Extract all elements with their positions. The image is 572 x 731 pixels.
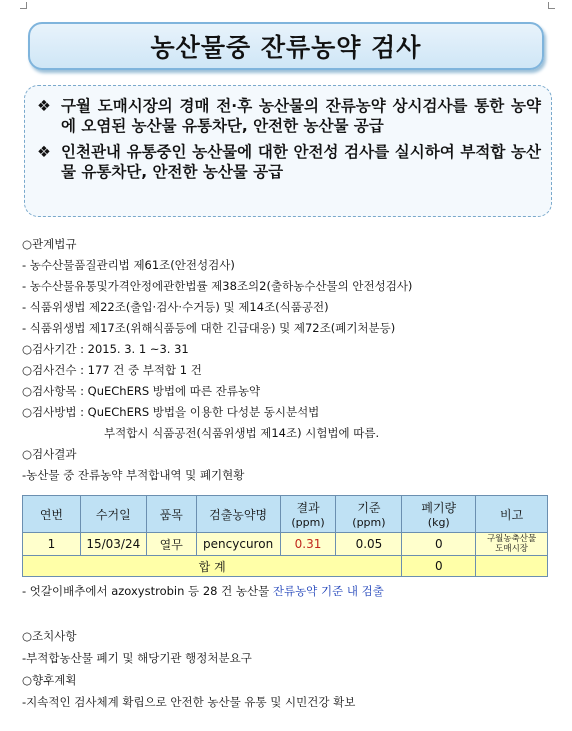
section-heading-plan: ○향후계획 bbox=[22, 673, 77, 687]
results-subheading: -농산물 중 잔류농약 부적합내역 및 폐기현황 bbox=[22, 468, 245, 482]
law-item: - 식품위생법 제17조(위해식품등에 대한 긴급대응) 및 제72조(폐기처분등) bbox=[22, 321, 396, 335]
col-header-pesticide: 검출농약명 bbox=[196, 496, 280, 533]
col-header-no: 연번 bbox=[23, 496, 81, 533]
table-header-row bbox=[23, 496, 548, 533]
summary-item bbox=[37, 96, 541, 136]
footnote-highlight: 잔류농약 기준 내 검출 bbox=[272, 584, 384, 598]
note-line: 구월농축산물 bbox=[486, 534, 537, 544]
section-heading-laws: ○관계법규 bbox=[22, 237, 77, 251]
table-total-row bbox=[23, 556, 548, 577]
diamond-bullet-icon: ❖ bbox=[37, 97, 51, 115]
cell-date: 15/03/24 bbox=[80, 533, 146, 556]
cell-disposal: 0 bbox=[402, 533, 476, 556]
body-text bbox=[22, 234, 562, 486]
col-header-date: 수거일 bbox=[80, 496, 146, 533]
law-item: - 식품위생법 제22조(출입·검사·수거등) 및 제14조(식품공전) bbox=[22, 300, 329, 314]
results-table bbox=[22, 495, 548, 577]
section-heading-results: ○검사결과 bbox=[22, 447, 77, 461]
page-title: 농산물중 잔류농약 검사 bbox=[150, 33, 422, 62]
crop-mark-left bbox=[20, 2, 27, 9]
summary-item bbox=[37, 142, 541, 182]
col-header-result: 결과 (ppm) bbox=[280, 496, 336, 533]
section-heading-actions: ○조치사항 bbox=[22, 629, 77, 643]
summary-text: 구월 도매시장의 경매 전·후 농산물의 잔류농약 상시검사를 통한 농약에 오염된 농산물 유통차단, 안전한 농산물 공급 bbox=[61, 97, 541, 135]
table-row bbox=[23, 533, 548, 556]
col-header-disposal: 폐기량 (kg) bbox=[402, 496, 476, 533]
cell-item: 열무 bbox=[146, 533, 196, 556]
inspection-method: ○검사방법 : QuEChERS 방법을 이용한 다성분 동시분석법 bbox=[22, 405, 320, 419]
inspection-items: ○검사항목 : QuEChERS 방법에 따른 잔류농약 bbox=[22, 384, 261, 398]
total-note bbox=[476, 556, 548, 577]
col-header-item: 품목 bbox=[146, 496, 196, 533]
cell-result: 0.31 bbox=[280, 533, 336, 556]
inspection-method-continued: 부적합시 식품공전(식품위생법 제14조) 시험법에 따름. bbox=[104, 426, 380, 440]
col-header-standard: 기준 (ppm) bbox=[336, 496, 402, 533]
cell-pesticide: pencycuron bbox=[196, 533, 280, 556]
actions-text: -부적합농산물 폐기 및 해당기관 행정처분요구 bbox=[22, 651, 252, 665]
cell-note bbox=[476, 533, 548, 556]
cell-no: 1 bbox=[23, 533, 81, 556]
footnote-text: - 엇갈이배추에서 azoxystrobin 등 28 건 농산물 bbox=[22, 584, 273, 598]
footnote bbox=[22, 583, 562, 599]
crop-mark-right bbox=[548, 2, 555, 9]
total-label: 합 계 bbox=[23, 556, 402, 577]
cell-standard: 0.05 bbox=[336, 533, 402, 556]
title-banner bbox=[28, 22, 544, 70]
total-value: 0 bbox=[402, 556, 476, 577]
inspection-period: ○검사기간 : 2015. 3. 1 ~3. 31 bbox=[22, 342, 189, 356]
diamond-bullet-icon: ❖ bbox=[37, 143, 51, 161]
summary-box bbox=[24, 85, 552, 217]
note-line: 도매시장 bbox=[495, 544, 528, 554]
col-header-note: 비고 bbox=[476, 496, 548, 533]
law-item: - 농수산물품질관리법 제61조(안전성검사) bbox=[22, 258, 235, 272]
law-item: - 농수산물유통및가격안정에관한법률 제38조의2(출하농수산물의 안전성검사) bbox=[22, 279, 413, 293]
plan-text: -지속적인 검사체계 확립으로 안전한 농산물 유통 및 시민건강 확보 bbox=[22, 695, 356, 709]
summary-text: 인천관내 유통중인 농산물에 대한 안전성 검사를 실시하여 부적합 농산물 유통차단, 안전한 농산물 공급 bbox=[61, 143, 541, 181]
inspection-count: ○검사건수 : 177 건 중 부적합 1 건 bbox=[22, 363, 202, 377]
